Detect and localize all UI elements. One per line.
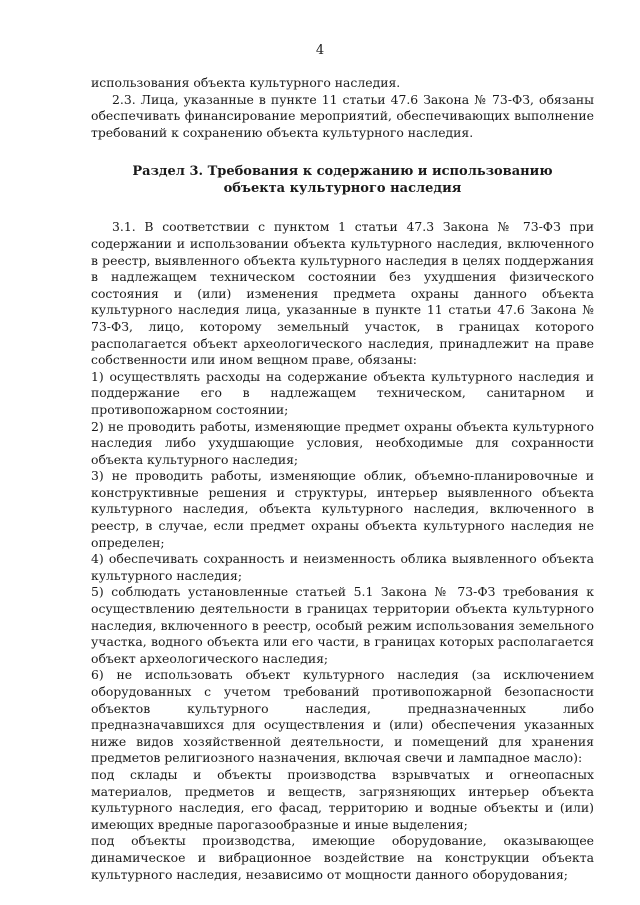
paragraph-continuation: использования объекта культурного наследия. [91,75,401,90]
list-item-6-warehouses: под склады и объекты производства взрывчатых и огнеопасных материалов, предметов и веществ, загрязняющих интерьер объекта культурного наследия, его фасад, территорию и водные объекты и (или) имеющих вредные парогазообразные и иные выделения; [91,766,594,832]
list-item-2: 2) не проводить работы, изменяющие предмет охраны объекта культурного наследия либо ухудшающие условия, необходимые для сохранности объекта культурного наследия; [91,418,594,467]
paragraph-2-3: 2.3. Лица, указанные в пункте 11 статьи 47.6 Закона № 73-ФЗ, обязаны обеспечивать финансирование мероприятий, обеспечивающих выполнение требований к сохранению объекта культурного наследия. [91,91,594,140]
list-item-1: 1) осуществлять расходы на содержание объекта культурного наследия и поддержание его в надлежащем техническом, санитарном и противопожарном состоянии; [91,368,594,417]
list-item-4: 4) обеспечивать сохранность и неизменность облика выявленного объекта культурного наследия; [91,551,594,583]
paragraph-3-1: 3.1. В соответствии с пунктом 1 статьи 47.3 Закона № 73-ФЗ при содержании и использовании объекта культурного наследия, включенного в реестр, выявленного объекта культурного наследия в целях поддержания в надлежащем техническом состоянии без ухудшения физического состояния и (или) изменения предмета охраны данного объекта культурного наследия лица, указанные в пункте 11 статьи 47.6 Закона № 73-ФЗ, лицо, которому земельный участок, в границах которого располагается объект археологического наследия, принадлежит на праве собственности или ином вещном праве, обязаны: [91,219,594,368]
section-heading: Раздел 3. Требования к содержанию и использованию объекта культурного наследия [132,164,553,197]
list-item-6-production: под объекты производства, имеющие оборудование, оказывающее динамическое и вибрационное воздействие на конструкции объекта культурного наследия, независимо от мощности данного оборудования; [91,833,594,882]
document-body [91,75,594,883]
list-item-5: 5) соблюдать установленные статьей 5.1 Закона № 73-ФЗ требования к осуществлению деятельности в границах территории объекта культурного наследия, включенного в реестр, особый режим использования земельного участка, водного объекта или его части, в границах которых располагается объект археологического наследия; [91,584,594,666]
list-item-6: 6) не использовать объект культурного наследия (за исключением оборудованных с учетом требований противопожарной безопасности объектов культурного наследия, предназначенных либо предназначавшихся для осуществления и (или) обеспечения указанных ниже видов хозяйственной деятельности, и помещений для хранения предметов религиозного назначения, включая свечи и лампадное масло): [91,667,594,766]
page-number: 4 [315,43,325,58]
list-item-3: 3) не проводить работы, изменяющие облик, объемно-планировочные и конструктивные решения и структуры, интерьер выявленного объекта культурного наследия, объекта культурного наследия, включенного в реестр, в случае, если предмет охраны объекта культурного наследия не определен; [91,468,594,550]
